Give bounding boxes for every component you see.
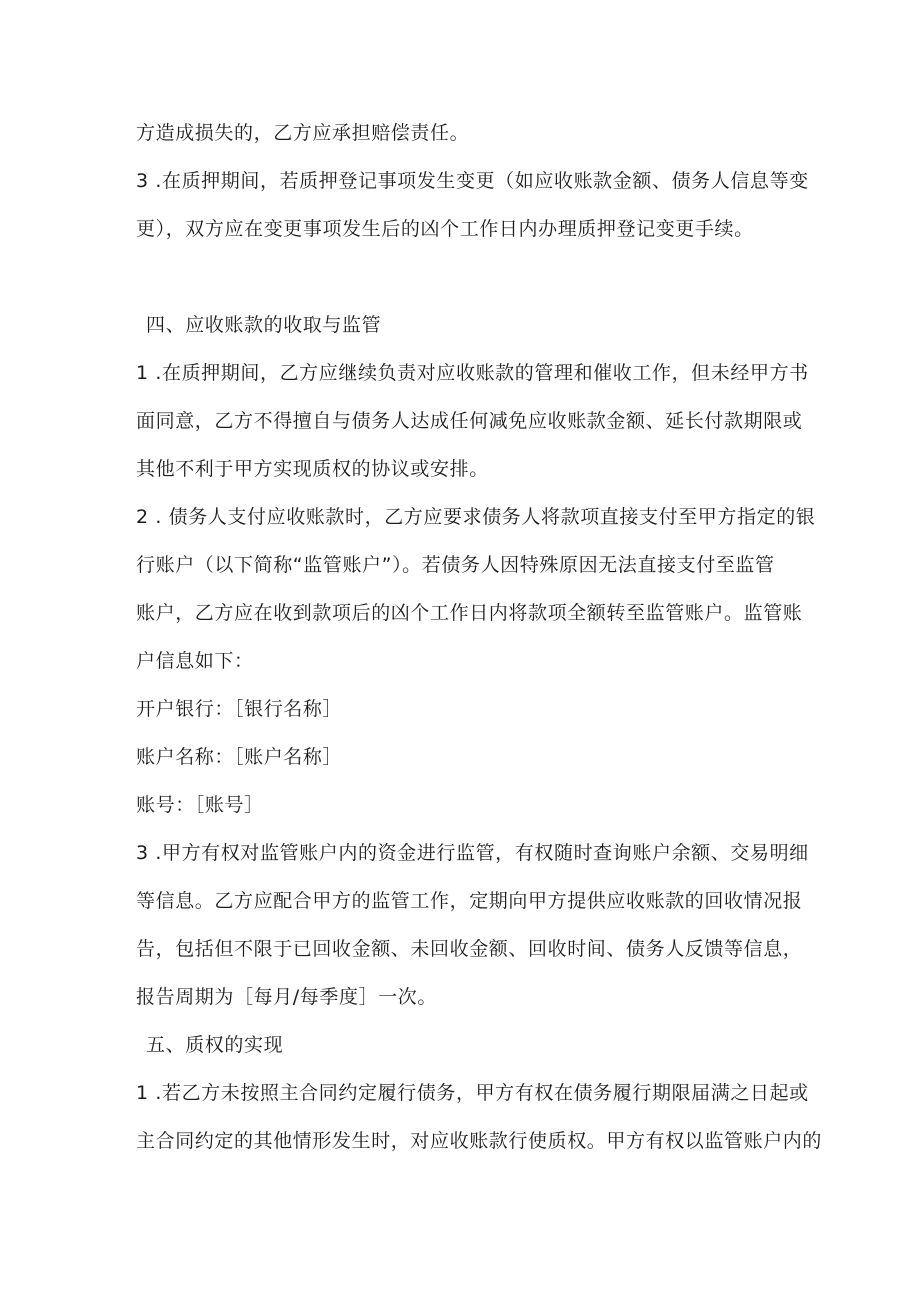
paragraph-line: 户信息如下：: [136, 650, 254, 672]
paragraph-line: 3 .在质押期间，若质押登记事项发生变更（如应收账款金额、债务人信息等变: [136, 170, 809, 192]
paragraph-line: 行账户（以下简称“监管账户”）。若债务人因特殊原因无法直接支付至监管: [136, 554, 775, 576]
paragraph-line: 主合同约定的其他情形发生时，对应收账款行使质权。甲方有权以监管账户内的: [136, 1130, 823, 1152]
section-heading: 五、质权的实现: [146, 1034, 284, 1056]
paragraph-line: 更），双方应在变更事项发生后的凶个工作日内办理质押登记变更手续。: [136, 218, 754, 240]
paragraph-line: 3 .甲方有权对监管账户内的资金进行监管，有权随时查询账户余额、交易明细: [136, 842, 809, 864]
account-bank-line: 开户银行：［银行名称］: [136, 698, 343, 720]
paragraph-line: 方造成损失的，乙方应承担赔偿责任。: [136, 122, 470, 144]
paragraph-line: 1 .在质押期间，乙方应继续负责对应收账款的管理和催收工作，但未经甲方书: [136, 362, 809, 384]
paragraph-line: 告，包括但不限于已回收金额、未回收金额、回收时间、债务人反馈等信息，: [136, 938, 803, 960]
paragraph-line: 2 . 债务人支付应收账款时，乙方应要求债务人将款项直接支付至甲方指定的银: [136, 506, 816, 528]
paragraph-line: 报告周期为［每月/每季度］一次。: [136, 986, 438, 1008]
paragraph-line: 面同意，乙方不得擅自与债务人达成任何减免应收账款金额、延长付款期限或: [136, 410, 803, 432]
paragraph-line: 1 .若乙方未按照主合同约定履行债务，甲方有权在债务履行期限届满之日起或: [136, 1082, 809, 1104]
paragraph-line: 账户，乙方应在收到款项后的凶个工作日内将款项全额转至监管账户。监管账: [136, 602, 803, 624]
section-heading: 四、应收账款的收取与监管: [146, 314, 382, 336]
document-body: [136, 109, 823, 1165]
section-spacer: [136, 253, 796, 301]
account-name-line: 账户名称：［账户名称］: [136, 746, 343, 768]
paragraph-line: 等信息。乙方应配合甲方的监管工作，定期向甲方提供应收账款的回收情况报: [136, 890, 803, 912]
account-number-line: 账号：［账号］: [136, 794, 264, 816]
paragraph-line: 其他不利于甲方实现质权的协议或安排。: [136, 458, 489, 480]
